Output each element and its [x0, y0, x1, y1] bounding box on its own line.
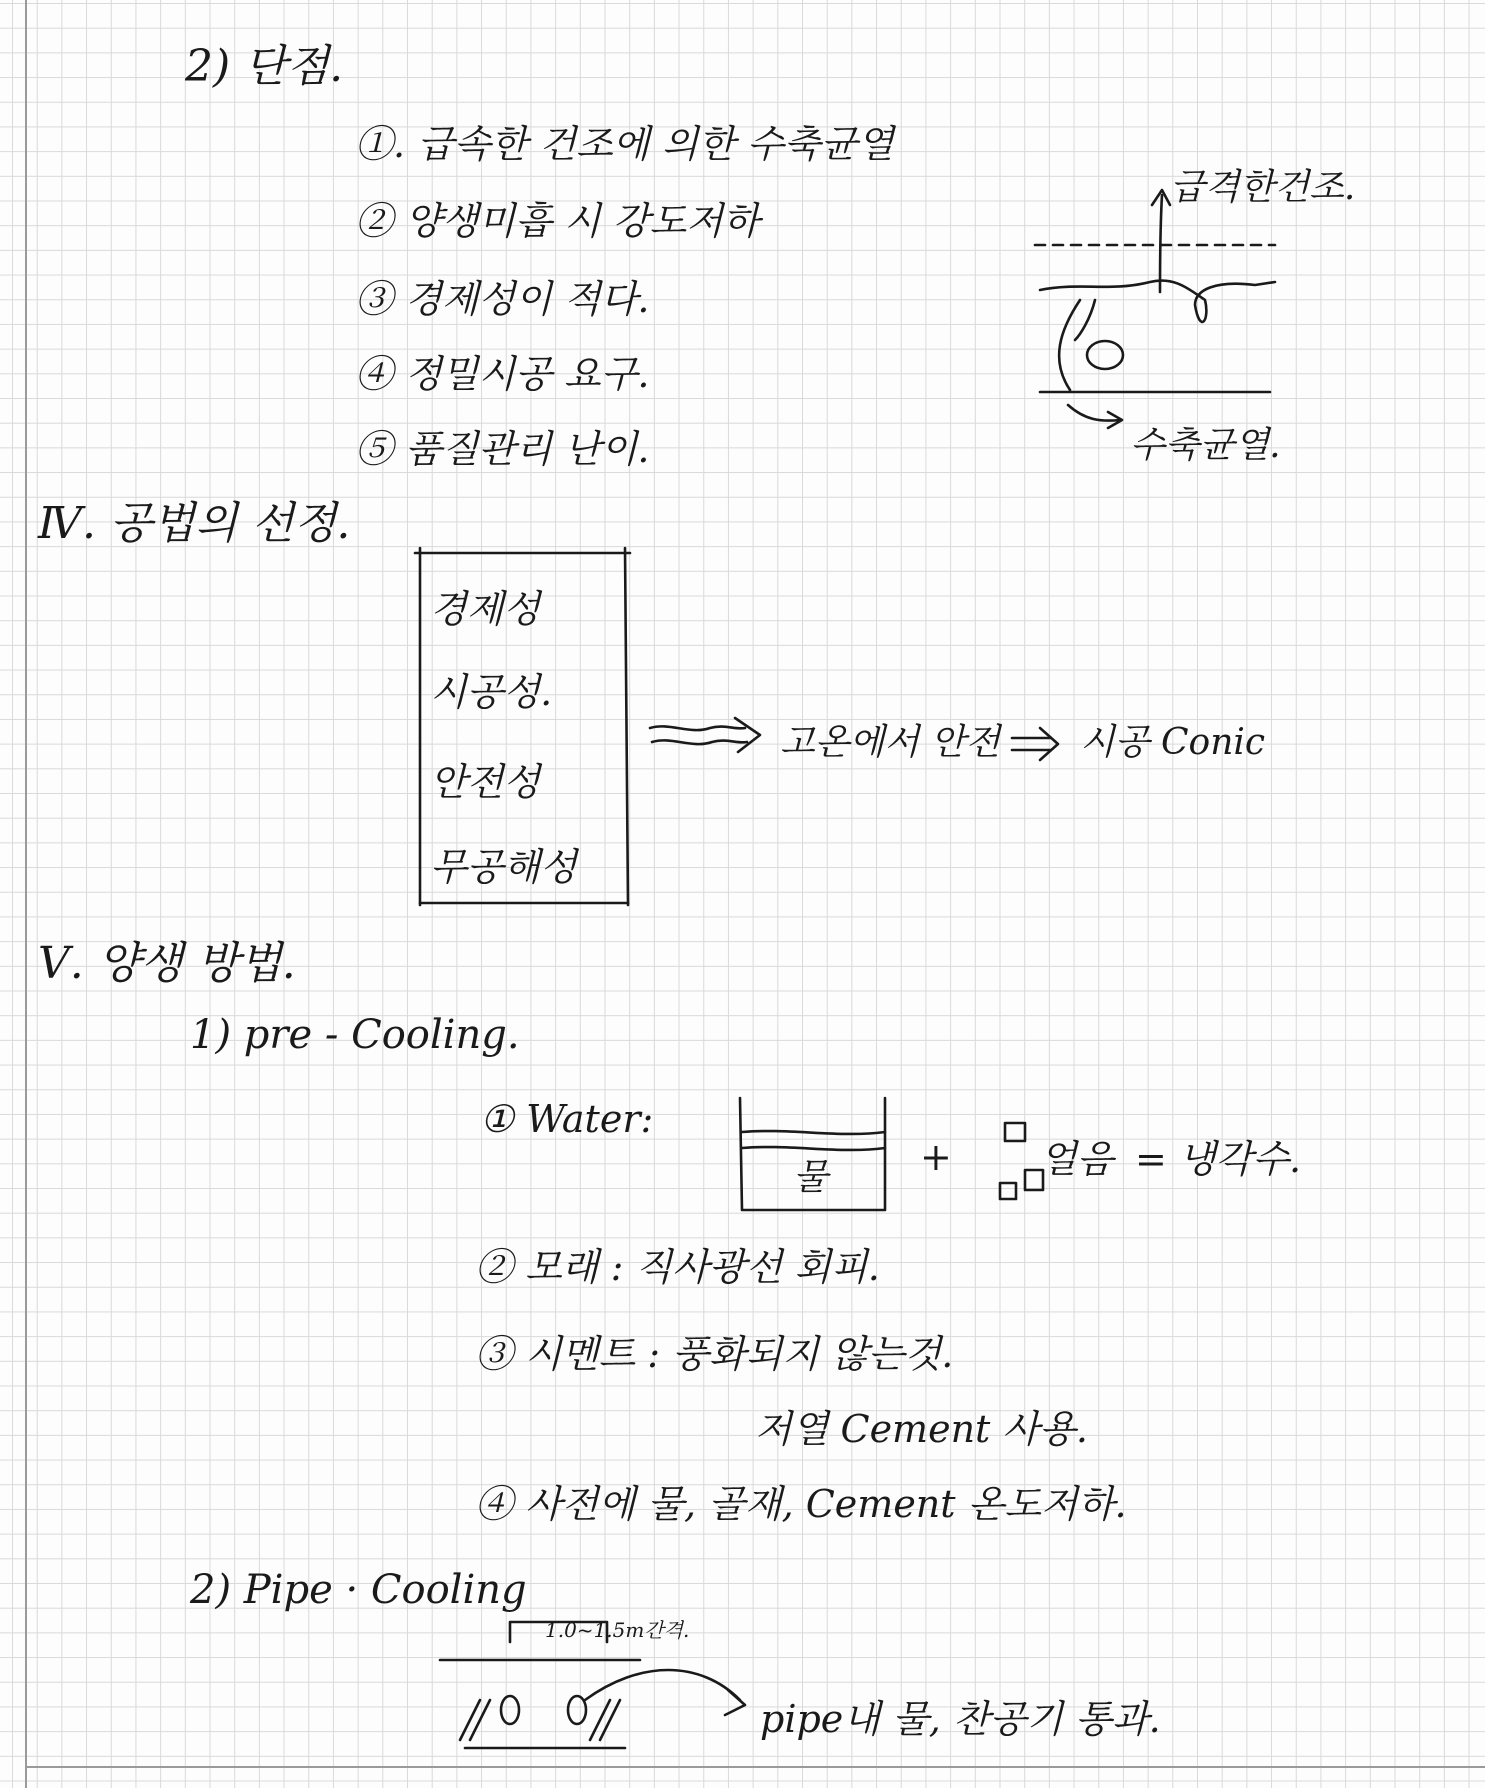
- disadvantages-heading: 2) 단점.: [185, 41, 344, 92]
- criteria-safety: 안전성: [430, 760, 541, 804]
- pipe-section-2: [568, 1696, 586, 1724]
- upward-arrow-shaft: [1160, 195, 1162, 292]
- crack-arrow-shaft: [1068, 405, 1120, 421]
- water-item-label: ① Water:: [480, 1097, 654, 1141]
- cement-item: ③ 시멘트 : 풍화되지 않는것.: [475, 1332, 954, 1376]
- disadvantage-item-3: ③ 경제성이 적다.: [355, 277, 650, 321]
- sand-item: ② 모래 : 직사광선 회피.: [475, 1245, 880, 1289]
- pipe-flow-curve: [585, 1670, 740, 1700]
- hatch-right: [590, 1700, 620, 1740]
- ice-cubes-sketch: [1000, 1123, 1043, 1199]
- shrinkage-crack-label: 수축균열.: [1130, 425, 1281, 466]
- ice-label: 얼음: [1040, 1137, 1114, 1181]
- aggregate-particle: [1087, 341, 1123, 369]
- disadvantage-item-4: ④ 정밀시공 요구.: [355, 352, 650, 396]
- tank-water-label: 물: [793, 1157, 828, 1198]
- pipe-spacing-label: 1.0~1.5m간격.: [545, 1618, 690, 1642]
- pre-cooling-heading: 1) pre - Cooling.: [190, 1012, 520, 1058]
- criteria-pollution-free: 무공해성: [430, 845, 577, 889]
- wavy-arrow: [650, 718, 760, 752]
- double-arrow: [1012, 728, 1058, 760]
- cooling-water-result: = 냉각수.: [1135, 1137, 1302, 1181]
- hatch-left: [460, 1700, 490, 1740]
- disadvantage-item-5: ⑤ 품질관리 난이.: [355, 427, 650, 471]
- pipe-flow-description: pipe내 물, 찬공기 통과.: [760, 1697, 1161, 1741]
- construction-result: 시공 Conic: [1080, 722, 1266, 763]
- shrinkage-crack-sketch: [1035, 190, 1275, 428]
- disadvantage-item-1: ①. 급속한 건조에 의한 수축균열: [355, 122, 894, 166]
- section-5-heading: Ⅴ. 양생 방법.: [38, 938, 296, 989]
- pipe-cooling-heading: 2) Pipe · Cooling: [190, 1567, 527, 1613]
- pre-lower-temperature-item: ④ 사전에 물, 골재, Cement 온도저하.: [475, 1482, 1127, 1526]
- section-4-heading: Ⅳ. 공법의 선정.: [38, 498, 351, 549]
- criteria-workability: 시공성.: [430, 670, 553, 714]
- disadvantage-item-2: ② 양생미흡 시 강도저하: [355, 199, 760, 243]
- pipe-section-1: [501, 1696, 519, 1724]
- high-temperature-safety: 고온에서 안전: [780, 722, 1001, 763]
- criteria-economy: 경제성: [430, 587, 541, 631]
- plus-sign: +: [920, 1135, 952, 1179]
- rapid-drying-label: 급격한건조.: [1170, 167, 1356, 208]
- low-heat-cement-item: 저열 Cement 사용.: [755, 1407, 1088, 1451]
